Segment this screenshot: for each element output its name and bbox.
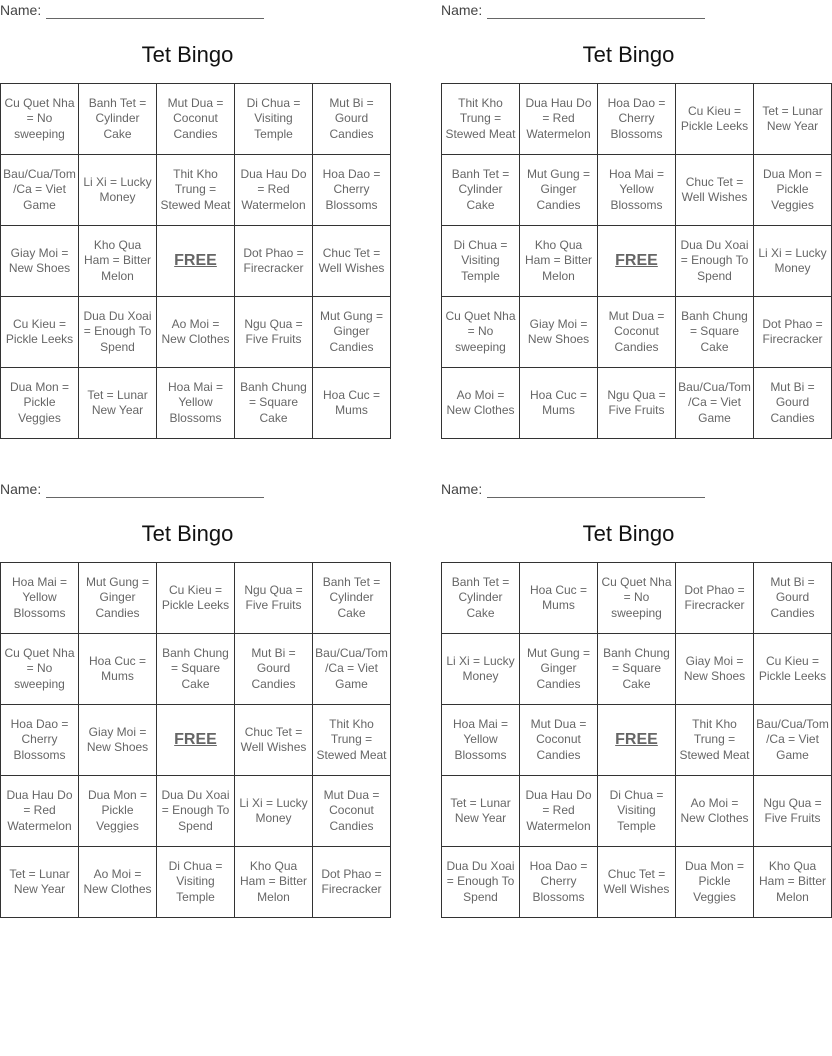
bingo-cell: Thit Kho Trung = Stewed Meat	[676, 705, 754, 776]
bingo-cell: Dot Phao = Firecracker	[676, 563, 754, 634]
bingo-cell: Mut Gung = Ginger Candies	[313, 297, 391, 368]
bingo-cell: Thit Kho Trung = Stewed Meat	[442, 84, 520, 155]
bingo-cell: Hoa Dao = Cherry Blossoms	[520, 847, 598, 918]
grid-row	[1, 84, 391, 155]
bingo-cell: Hoa Cuc = Mums	[520, 368, 598, 439]
bingo-cell: Hoa Mai = Yellow Blossoms	[1, 563, 79, 634]
grid-row	[1, 705, 391, 776]
name-blank-line	[487, 497, 705, 498]
bingo-cell: Cu Kieu = Pickle Leeks	[1, 297, 79, 368]
bingo-cell: Kho Qua Ham = Bitter Melon	[235, 847, 313, 918]
bingo-cell: Mut Bi = Gourd Candies	[754, 563, 832, 634]
bingo-cell: Hoa Mai = Yellow Blossoms	[598, 155, 676, 226]
bingo-cell: Thit Kho Trung = Stewed Meat	[313, 705, 391, 776]
name-field	[441, 2, 705, 20]
bingo-cell: Hoa Dao = Cherry Blossoms	[598, 84, 676, 155]
grid-row	[442, 634, 832, 705]
bingo-cell: Ngu Qua = Five Fruits	[235, 563, 313, 634]
bingo-cell: Bau/Cua/Tom/Ca = Viet Game	[313, 634, 391, 705]
bingo-cell: Dot Phao = Firecracker	[313, 847, 391, 918]
grid-row	[1, 368, 391, 439]
bingo-cell: Hoa Cuc = Mums	[520, 563, 598, 634]
bingo-cell: Li Xi = Lucky Money	[79, 155, 157, 226]
bingo-cell: Di Chua = Visiting Temple	[157, 847, 235, 918]
grid-row	[1, 297, 391, 368]
grid-row	[442, 368, 832, 439]
grid-row	[442, 226, 832, 297]
bingo-cell: Dua Hau Do = Red Watermelon	[235, 155, 313, 226]
bingo-cell: Ngu Qua = Five Fruits	[235, 297, 313, 368]
grid-row	[442, 155, 832, 226]
bingo-cell: Giay Moi = New Shoes	[520, 297, 598, 368]
bingo-cell: Hoa Mai = Yellow Blossoms	[442, 705, 520, 776]
bingo-cell: Dua Du Xoai = Enough To Spend	[79, 297, 157, 368]
bingo-cell: Ngu Qua = Five Fruits	[754, 776, 832, 847]
free-space-cell: FREE	[157, 226, 235, 297]
bingo-cell: Ao Moi = New Clothes	[442, 368, 520, 439]
bingo-cell: Giay Moi = New Shoes	[676, 634, 754, 705]
bingo-cell: Dua Mon = Pickle Veggies	[754, 155, 832, 226]
bingo-cell: Chuc Tet = Well Wishes	[235, 705, 313, 776]
card-title: Tet Bingo	[141, 521, 234, 546]
bingo-cell: Dua Mon = Pickle Veggies	[1, 368, 79, 439]
bingo-cell: Bau/Cua/Tom/Ca = Viet Game	[754, 705, 832, 776]
bingo-cell: Giay Moi = New Shoes	[79, 705, 157, 776]
bingo-cell: Mut Dua = Coconut Candies	[520, 705, 598, 776]
bingo-cell: Hoa Cuc = Mums	[79, 634, 157, 705]
name-field	[0, 2, 264, 20]
card-title: Tet Bingo	[141, 42, 234, 67]
name-label: Name:	[441, 481, 483, 497]
bingo-cell: Banh Tet = Cylinder Cake	[313, 563, 391, 634]
bingo-grid	[0, 83, 391, 439]
free-space-cell: FREE	[598, 705, 676, 776]
bingo-cell: Mut Bi = Gourd Candies	[313, 84, 391, 155]
bingo-cell: Hoa Mai = Yellow Blossoms	[157, 368, 235, 439]
grid-row	[1, 847, 391, 918]
name-label: Name:	[441, 2, 483, 18]
bingo-cell: Giay Moi = New Shoes	[1, 226, 79, 297]
bingo-cell: Mut Gung = Ginger Candies	[79, 563, 157, 634]
bingo-cell: Chuc Tet = Well Wishes	[676, 155, 754, 226]
bingo-cell: Ao Moi = New Clothes	[676, 776, 754, 847]
bingo-cell: Dua Du Xoai = Enough To Spend	[157, 776, 235, 847]
bingo-cell: Ao Moi = New Clothes	[79, 847, 157, 918]
grid-row	[1, 776, 391, 847]
bingo-cell: Banh Chung = Square Cake	[235, 368, 313, 439]
bingo-cell: Li Xi = Lucky Money	[442, 634, 520, 705]
bingo-cell: Cu Kieu = Pickle Leeks	[676, 84, 754, 155]
bingo-cell: Dua Du Xoai = Enough To Spend	[676, 226, 754, 297]
bingo-cell: Li Xi = Lucky Money	[235, 776, 313, 847]
bingo-grid	[441, 83, 832, 439]
bingo-cell: Li Xi = Lucky Money	[754, 226, 832, 297]
bingo-cell: Mut Bi = Gourd Candies	[754, 368, 832, 439]
bingo-cell: Dua Du Xoai = Enough To Spend	[442, 847, 520, 918]
bingo-cell: Kho Qua Ham = Bitter Melon	[754, 847, 832, 918]
bingo-cell: Dua Hau Do = Red Watermelon	[1, 776, 79, 847]
bingo-cell: Cu Quet Nha = No sweeping	[598, 563, 676, 634]
name-blank-line	[487, 18, 705, 19]
bingo-cell: Mut Dua = Coconut Candies	[598, 297, 676, 368]
bingo-cell: Mut Bi = Gourd Candies	[235, 634, 313, 705]
grid-row	[442, 84, 832, 155]
grid-row	[1, 563, 391, 634]
grid-row	[1, 226, 391, 297]
bingo-cell: Di Chua = Visiting Temple	[598, 776, 676, 847]
grid-row	[1, 155, 391, 226]
name-field	[0, 481, 264, 499]
bingo-cell: Dua Mon = Pickle Veggies	[79, 776, 157, 847]
bingo-cell: Dot Phao = Firecracker	[235, 226, 313, 297]
bingo-cell: Hoa Dao = Cherry Blossoms	[313, 155, 391, 226]
name-field	[441, 481, 705, 499]
name-label: Name:	[0, 2, 42, 18]
bingo-grid	[441, 562, 832, 918]
bingo-cell: Banh Chung = Square Cake	[598, 634, 676, 705]
bingo-cell: Dua Hau Do = Red Watermelon	[520, 84, 598, 155]
bingo-cell: Dua Mon = Pickle Veggies	[676, 847, 754, 918]
bingo-cell: Banh Tet = Cylinder Cake	[442, 155, 520, 226]
bingo-cell: Tet = Lunar New Year	[754, 84, 832, 155]
bingo-cell: Mut Dua = Coconut Candies	[313, 776, 391, 847]
card-title: Tet Bingo	[582, 42, 675, 67]
grid-row	[442, 776, 832, 847]
bingo-cell: Bau/Cua/Tom/Ca = Viet Game	[1, 155, 79, 226]
bingo-cell: Cu Quet Nha = No sweeping	[1, 84, 79, 155]
bingo-cell: Banh Chung = Square Cake	[676, 297, 754, 368]
bingo-cell: Tet = Lunar New Year	[79, 368, 157, 439]
name-blank-line	[46, 18, 264, 19]
free-space-cell: FREE	[598, 226, 676, 297]
name-blank-line	[46, 497, 264, 498]
bingo-cell: Dua Hau Do = Red Watermelon	[520, 776, 598, 847]
bingo-cell: Cu Quet Nha = No sweeping	[442, 297, 520, 368]
bingo-cell: Kho Qua Ham = Bitter Melon	[79, 226, 157, 297]
name-label: Name:	[0, 481, 42, 497]
bingo-cell: Hoa Cuc = Mums	[313, 368, 391, 439]
bingo-cell: Mut Gung = Ginger Candies	[520, 634, 598, 705]
bingo-cell: Tet = Lunar New Year	[442, 776, 520, 847]
bingo-cell: Banh Chung = Square Cake	[157, 634, 235, 705]
free-space-cell: FREE	[157, 705, 235, 776]
bingo-cell: Bau/Cua/Tom/Ca = Viet Game	[676, 368, 754, 439]
bingo-cell: Ngu Qua = Five Fruits	[598, 368, 676, 439]
bingo-cell: Di Chua = Visiting Temple	[235, 84, 313, 155]
bingo-cell: Mut Gung = Ginger Candies	[520, 155, 598, 226]
bingo-cell: Cu Quet Nha = No sweeping	[1, 634, 79, 705]
bingo-cell: Kho Qua Ham = Bitter Melon	[520, 226, 598, 297]
bingo-cell: Banh Tet = Cylinder Cake	[79, 84, 157, 155]
bingo-cell: Di Chua = Visiting Temple	[442, 226, 520, 297]
grid-row	[442, 847, 832, 918]
grid-row	[442, 297, 832, 368]
bingo-cell: Mut Dua = Coconut Candies	[157, 84, 235, 155]
bingo-cell: Cu Kieu = Pickle Leeks	[157, 563, 235, 634]
bingo-cell: Chuc Tet = Well Wishes	[313, 226, 391, 297]
bingo-grid	[0, 562, 391, 918]
bingo-cell: Banh Tet = Cylinder Cake	[442, 563, 520, 634]
bingo-cell: Chuc Tet = Well Wishes	[598, 847, 676, 918]
grid-row	[442, 563, 832, 634]
grid-row	[1, 634, 391, 705]
grid-row	[442, 705, 832, 776]
bingo-cell: Dot Phao = Firecracker	[754, 297, 832, 368]
bingo-cell: Cu Kieu = Pickle Leeks	[754, 634, 832, 705]
card-title: Tet Bingo	[582, 521, 675, 546]
bingo-cell: Thit Kho Trung = Stewed Meat	[157, 155, 235, 226]
bingo-cell: Tet = Lunar New Year	[1, 847, 79, 918]
bingo-cell: Ao Moi = New Clothes	[157, 297, 235, 368]
bingo-cell: Hoa Dao = Cherry Blossoms	[1, 705, 79, 776]
